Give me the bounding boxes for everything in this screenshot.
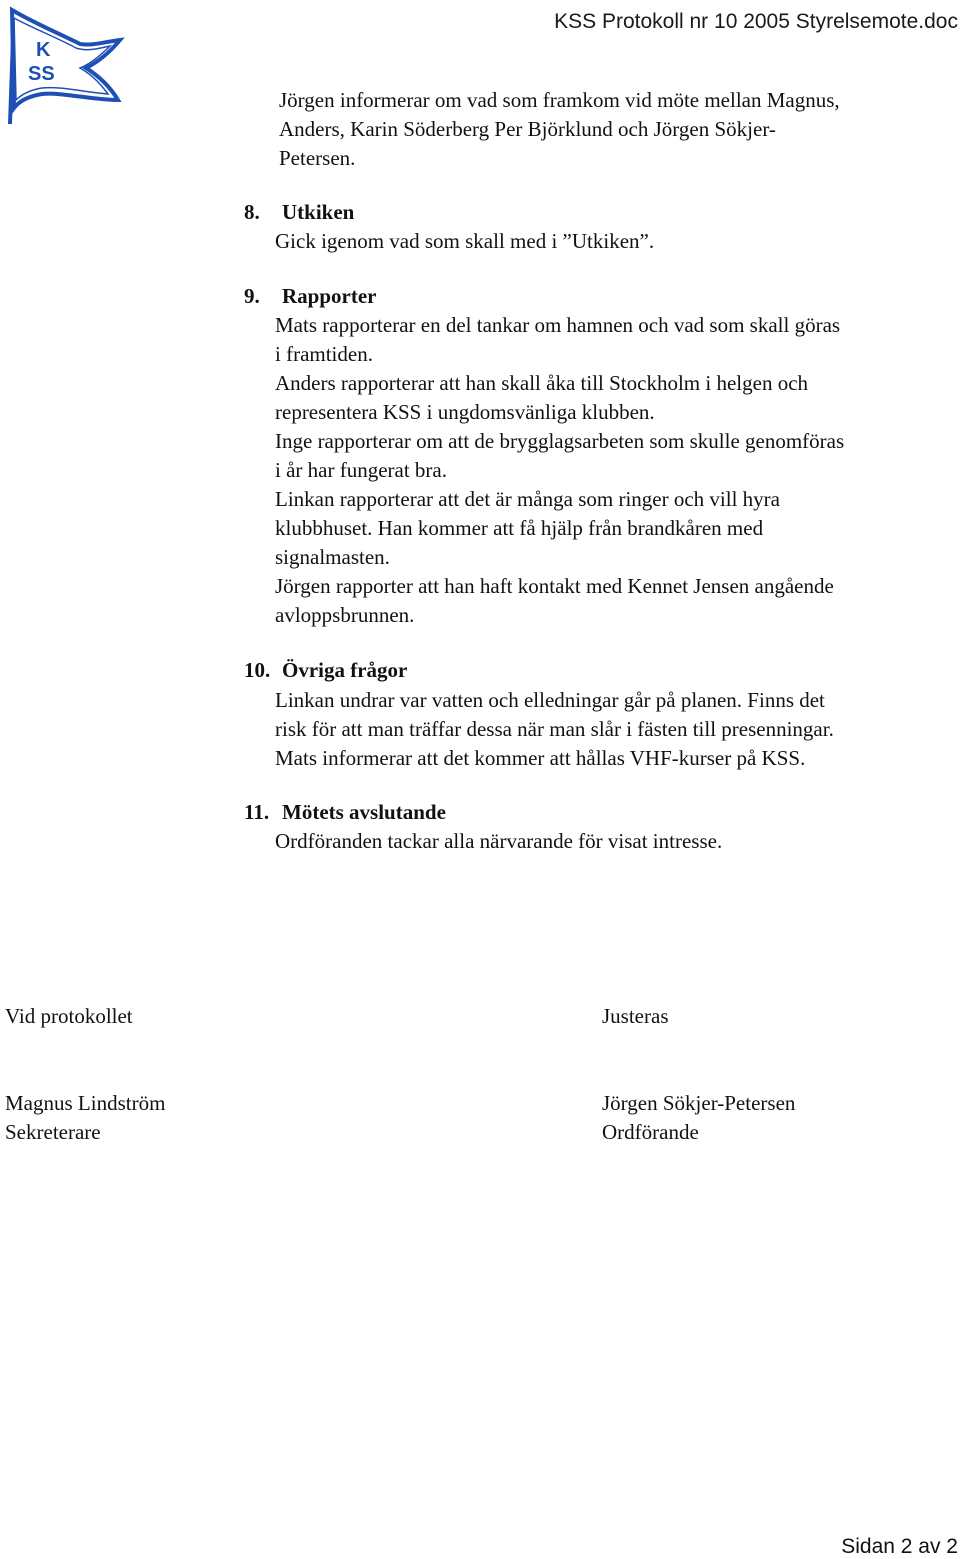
signatory-role: Ordförande	[602, 1120, 699, 1144]
section-line: klubbhuset. Han kommer att få hjälp från brandkåren med	[275, 516, 764, 540]
section-line: i framtiden.	[275, 342, 373, 366]
section-number: 11.	[244, 800, 270, 824]
section-line: Mats informerar att det kommer att hållas VHF-kurser på KSS.	[275, 746, 806, 770]
document-title: KSS Protokoll nr 10 2005 Styrelsemote.doc	[554, 10, 958, 33]
signatory-name: Jörgen Sökjer-Petersen	[602, 1091, 796, 1115]
signature-caption-left: Vid protokollet	[5, 1004, 133, 1028]
section-line: avloppsbrunnen.	[275, 603, 415, 627]
section-line: representera KSS i ungdomsvänliga klubben.	[275, 400, 655, 424]
intro-line: Petersen.	[279, 146, 356, 170]
section-line: Anders rapporterar att han skall åka till Stockholm i helgen och	[275, 371, 809, 395]
signatory-role: Sekreterare	[5, 1120, 101, 1144]
section-heading-utkiken	[244, 198, 354, 227]
signature-caption-right: Justeras	[602, 1004, 669, 1028]
intro-paragraph	[279, 86, 840, 173]
signature-right	[602, 1089, 795, 1147]
logo-letter-k: K	[36, 39, 51, 61]
section-line: Inge rapporterar om att de brygglagsarbeten som skulle genomföras	[275, 429, 845, 453]
page-number: Sidan 2 av 2	[841, 1535, 958, 1558]
section-title: Övriga frågor	[282, 658, 408, 682]
signatory-name: Magnus Lindström	[5, 1091, 166, 1115]
section-body-rapporter	[275, 311, 844, 630]
section-line: Mats rapporterar en del tankar om hamnen och vad som skall göras	[275, 313, 841, 337]
section-title: Mötets avslutande	[282, 800, 446, 824]
section-line: signalmasten.	[275, 545, 390, 569]
section-number: 8.	[244, 200, 260, 224]
section-number: 10.	[244, 658, 271, 682]
section-line: Ordföranden tackar alla närvarande för visat intresse.	[275, 829, 723, 853]
intro-line: Anders, Karin Söderberg Per Björklund och Jörgen Sökjer-	[279, 117, 776, 141]
section-number: 9.	[244, 284, 260, 308]
section-title: Utkiken	[282, 200, 355, 224]
section-line: risk för att man träffar dessa när man slår i fästen till presenningar.	[275, 717, 834, 741]
section-line: i år har fungerat bra.	[275, 458, 447, 482]
section-line: Jörgen rapporter att han haft kontakt med Kennet Jensen angående	[275, 574, 834, 598]
section-body-motets-avslutande	[275, 827, 722, 856]
section-line: Linkan undrar var vatten och elledningar går på planen. Finns det	[275, 688, 825, 712]
kss-club-pennant-logo	[2, 4, 126, 128]
section-line: Linkan rapporterar att det är många som ringer och vill hyra	[275, 487, 780, 511]
section-line: Gick igenom vad som skall med i ”Utkiken”.	[275, 229, 655, 253]
section-title: Rapporter	[282, 284, 377, 308]
signature-left	[5, 1089, 165, 1147]
section-body-ovriga-fragor	[275, 686, 834, 773]
logo-letters-ss: SS	[28, 63, 55, 85]
section-heading-rapporter	[244, 282, 376, 311]
section-heading-ovriga-fragor	[244, 656, 407, 685]
intro-line: Jörgen informerar om vad som framkom vid möte mellan Magnus,	[279, 88, 840, 112]
section-heading-motets-avslutande	[244, 798, 446, 827]
section-body-utkiken	[275, 227, 654, 256]
